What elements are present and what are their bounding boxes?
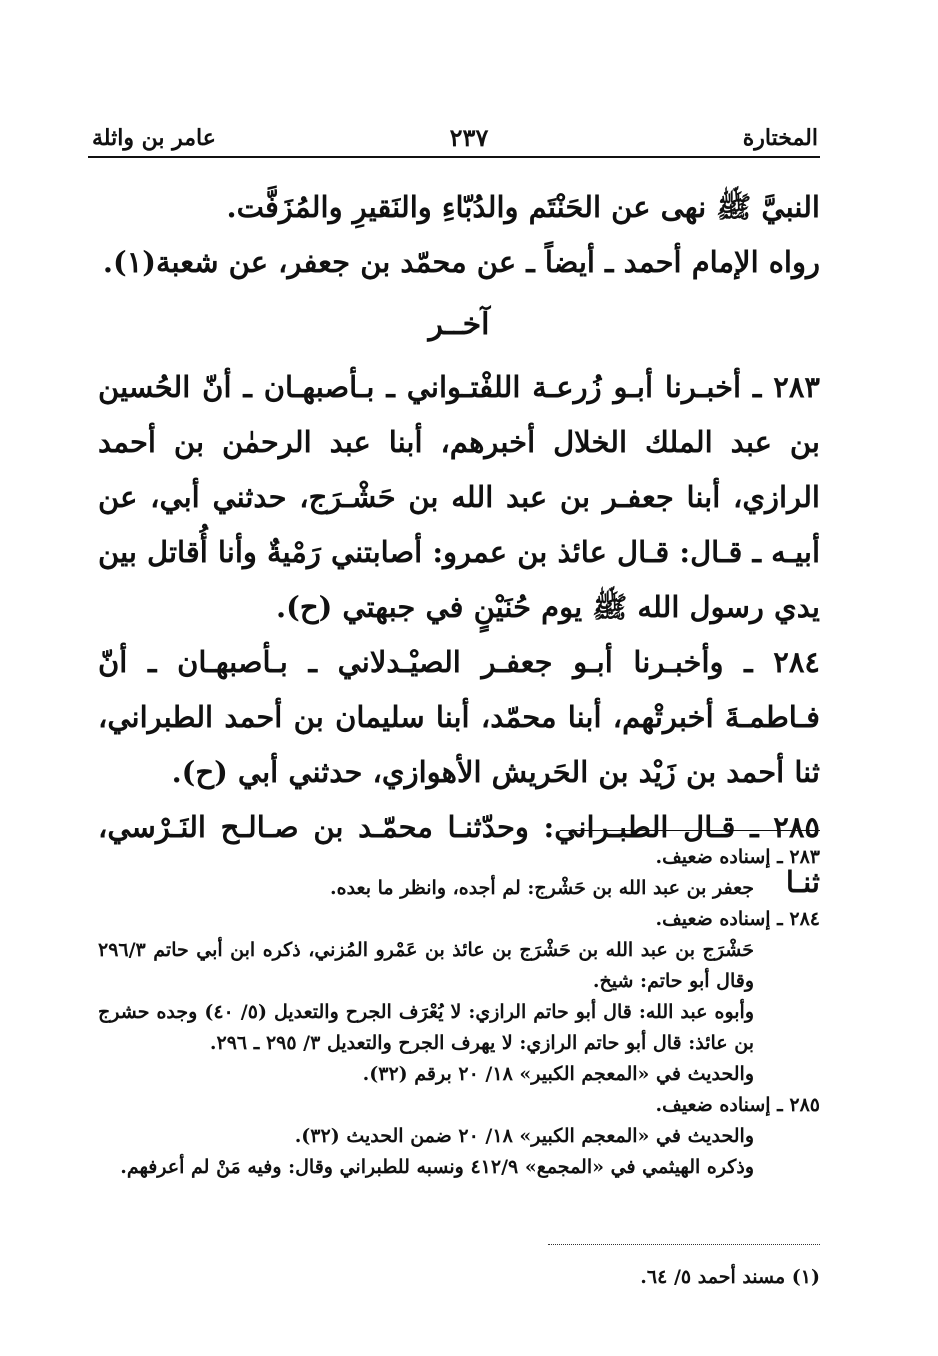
running-header-title: المختارة — [742, 125, 818, 151]
footnotes — [98, 1262, 820, 1293]
note-285-text-2: وذكره الهيثمي في «المجمع» ٤١٢/٩ ونسبه للطبراني وقال: وفيه مَنْ لم أعرفهم. — [120, 1156, 754, 1178]
note-284-text-3: والحديث في «المعجم الكبير» ١٨/ ٢٠ برقم (٣٢). — [362, 1063, 754, 1085]
hadith-283: ٢٨٣ ـ أخبـرنا أبـو زُرعـة اللفْتـواني ـ بـأصبهـان ـ أنّ الحُسين بن عبد الملك الخلال أخبرهم، أبنا عبد الرحمٰن بن أحمد الرازي، أبنا جعفـر بن عبد الله بن حَشْـرَج، حدثني أبي، عن أبيـه ـ قـال: قـال عائذ بن عمرو: أصابتني رَمْيةٌ وأنا أُقاتل بين يدي رسول الله ﷺ يوم حُنَيْنٍ في جبهتي (ح). — [98, 370, 820, 624]
note-285-text-1: والحديث في «المعجم الكبير» ١٨/ ٢٠ ضمن الحديث (٣٢). — [294, 1125, 754, 1147]
main-text — [98, 180, 820, 910]
running-header-section: عامر بن واثلة — [92, 125, 216, 151]
note-283-text: جعفر بن عبد الله بن حَشْرج: لم أجده، وانظر ما بعده. — [330, 877, 754, 899]
header-rule — [88, 156, 820, 158]
note-284-text-2: وأبوه عبد الله: قال أبو حاتم الرازي: لا يُعْرَف الجرح والتعديل (٥/ ٤٠) وجده حشرج بن عائذ: قال أبو حاتم الرازي: لا يهرف الجرح والتعديل ٣/ ٢٩٥ ـ ٢٩٦. — [98, 1001, 755, 1054]
text-line-2: رواه الإمام أحمد ـ أيضاً ـ عن محمّد بن جعفر، عن شعبة(١). — [102, 245, 820, 279]
hadith-285: ٢٨٥ ـ قـال الطبـراني: وحدّثنـا محمّـد بن صـالـح النَـرْسي، ثنـا — [98, 810, 820, 899]
section-subheading: آخــر — [428, 307, 490, 342]
text-line-1: النبيَّ ﷺ نهى عن الحَنْتَم والدُبّاءِ والنَقيرِ والمُزَفَّت. — [226, 190, 820, 224]
footnote-separator — [548, 1244, 820, 1245]
notes-separator — [560, 830, 820, 831]
note-283-heading: ٢٨٣ ـ إسناده ضعيف. — [655, 846, 820, 868]
note-284-heading: ٢٨٤ ـ إسناده ضعيف. — [655, 908, 820, 930]
note-284-text-1: حَشْرَج بن عبد الله بن حَشْرَج بن عائذ بن عَمْرو المُزني، ذكره ابن أبي حاتم ٢٩٦/٣ وقال أبو حاتم: شيخ. — [98, 939, 754, 992]
note-285-heading: ٢٨٥ ـ إسناده ضعيف. — [655, 1094, 820, 1116]
footnote-1: (١) مسند أحمد ٥/ ٦٤. — [640, 1266, 820, 1288]
commentary-notes — [98, 842, 820, 1183]
hadith-284: ٢٨٤ ـ وأخبـرنا أبـو جعفـر الصيْـدلاني ـ بـأصبهـان ـ أنّ فـاطمـةَ أخبرتْهم، أبنا محمّد، أبنا سليمان بن أحمد الطبراني، ثنا أحمد بن زَيْد بن الحَريش الأهوازي، حدثني أبي (ح). — [98, 645, 820, 789]
page-number: ٢٣٧ — [449, 123, 489, 152]
